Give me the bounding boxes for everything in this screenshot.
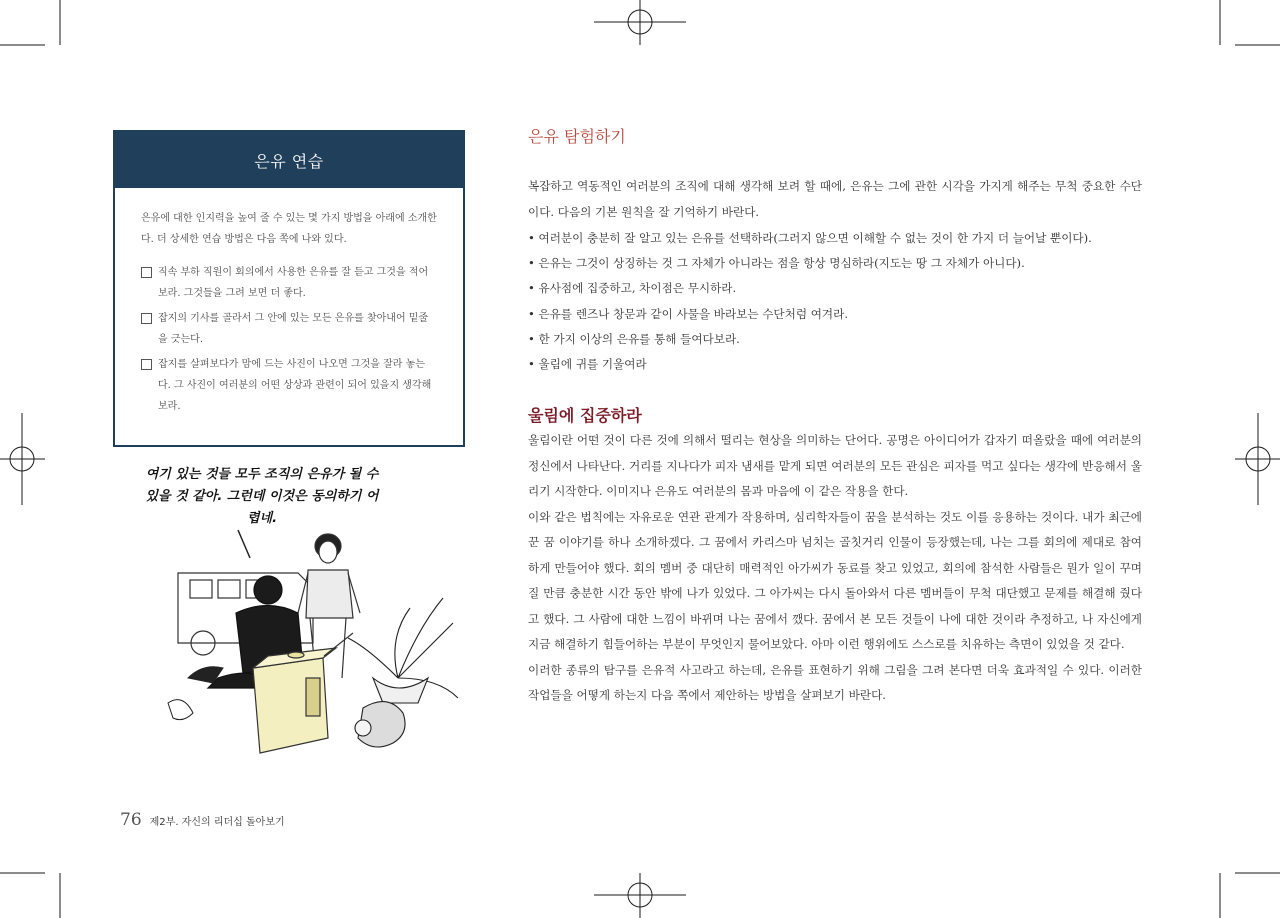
exercise-intro: 은유에 대한 인지력을 높여 줄 수 있는 몇 가지 방법을 아래에 소개한다. 더 상세한 연습 방법은 다음 쪽에 나와 있다. (141, 213, 437, 245)
checkbox-icon (141, 313, 152, 324)
principle-item: • 은유를 렌즈나 창문과 같이 사물을 바라보는 수단처럼 여겨라. (528, 302, 1142, 327)
exercise-item-text: 잡지의 기사를 골라서 그 안에 있는 모든 은유를 찾아내어 밑줄을 긋는다. (158, 313, 429, 345)
cartoon-illustration (148, 528, 462, 780)
running-footer-title: 제2부. 자신의 리더십 돌아보기 (149, 817, 285, 828)
cartoon-caption: 여기 있는 것들 모두 조직의 은유가 될 수 있을 것 같아. 그런데 이것은 동의하기 어렵네. (145, 467, 379, 526)
checkbox-icon (141, 267, 152, 278)
page-number: 76 (120, 810, 142, 830)
exercise-box-title: 은유 연습 (115, 132, 463, 188)
section-heading-explore-metaphor: 은유 탐험하기 (528, 127, 626, 146)
principle-item: • 울림에 귀를 기울여라 (528, 352, 1142, 377)
plant-drawing (348, 598, 458, 703)
exercise-item (141, 354, 437, 417)
cat-drawing (355, 702, 405, 747)
speech-pointer (238, 530, 250, 558)
intro-paragraph: 복잡하고 역동적인 여러분의 조직에 대해 생각해 보려 할 때에, 은유는 그에 관한 시각을 가지게 해주는 무척 중요한 수단이다. 다음의 기본 원칙을 잘 기억하기 바란다. (528, 179, 1142, 219)
exercise-item-text: 잡지를 살펴보다가 맘에 드는 사진이 나오면 그것을 잘라 놓는다. 그 사진이 여러분의 어떤 상상과 관련이 되어 있을지 생각해 보라. (158, 359, 432, 412)
principle-item: • 유사점에 집중하고, 차이점은 무시하라. (528, 276, 1142, 301)
body-paragraph: 이와 같은 법칙에는 자유로운 연관 관계가 작용하며, 심리학자들이 꿈을 분석하는 것도 이를 응용하는 것이다. 내가 최근에 꾼 꿈 이야기를 하나 소개하겠다. 그 꿈에서 카리스마 넘치는 골칫거리 인물이 등장했는데, 나는 그를 회의에 제대로 참여하게 만들어야 했다. 회의 멤버 중 대단히 매력적인 아가씨가 동료를 찾고 있었고, 회의에 참석한 사람들은 뭔가 일이 꾸며질 만큼 충분한 시간 동안 밖에 나가 있었다. 그 아가씨는 다시 돌아와서 다른 멤버들이 무척 대단했고 문제를 해결해 줬다고 했다. 그 사람에 대한 느낌이 바뀌며 나는 꿈에서 깼다. 꿈에서 본 모든 것들이 나에 대한 것이라 추정하고, 나 자신에게 지금 해결하기 힘들어하는 부분이 무엇인지 물어보았다. 아마 이런 행위에도 스스로를 치유하는 측면이 있었을 것 같다. (528, 509, 1142, 651)
principle-item: • 은유는 그것이 상징하는 것 그 자체가 아니라는 점을 항상 명심하라(지도는 땅 그 자체가 아니다). (528, 251, 1142, 276)
principles-list (528, 226, 1142, 377)
exercise-box (113, 130, 465, 447)
exercise-box-body (115, 188, 463, 417)
exercise-item (141, 308, 437, 350)
principle-item: • 한 가지 이상의 은유를 통해 들여다보라. (528, 327, 1142, 352)
section-heading-resonance: 울림에 집중하라 (528, 406, 642, 425)
checkbox-icon (141, 359, 152, 370)
exercise-item-text: 직속 부하 직원이 회의에서 사용한 은유를 잘 듣고 그것을 적어 보라. 그것들을 그려 보면 더 좋다. (158, 267, 429, 299)
objects-drawing (168, 667, 223, 720)
body-paragraph: 이러한 종류의 탐구를 은유적 사고라고 하는데, 은유를 표현하기 위해 그림을 그려 본다면 더욱 효과적일 수 있다. 이러한 작업들을 어떻게 하는지 다음 쪽에서 제안하는 방법을 살펴보기 바란다. (528, 662, 1142, 702)
principle-item: • 여러분이 충분히 잘 알고 있는 은유를 선택하라(그러지 않으면 이해할 수 없는 것이 한 가지 더 늘어날 뿐이다). (528, 226, 1142, 251)
body-paragraph: 울림이란 어떤 것이 다른 것에 의해서 떨리는 현상을 의미하는 단어다. 공명은 아이디어가 갑자기 떠올랐을 때에 여러분의 정신에서 나타난다. 거리를 지나다가 피자 냄새를 맡게 되면 여러분의 모든 관심은 피자를 먹고 싶다는 생각에 반응해서 울리기 시작한다. 이미지나 은유도 여러분의 몸과 마음에 이 같은 작용을 한다. (528, 433, 1142, 498)
resonance-body (528, 428, 1142, 709)
page-footer (120, 810, 285, 830)
exercise-item (141, 262, 437, 304)
